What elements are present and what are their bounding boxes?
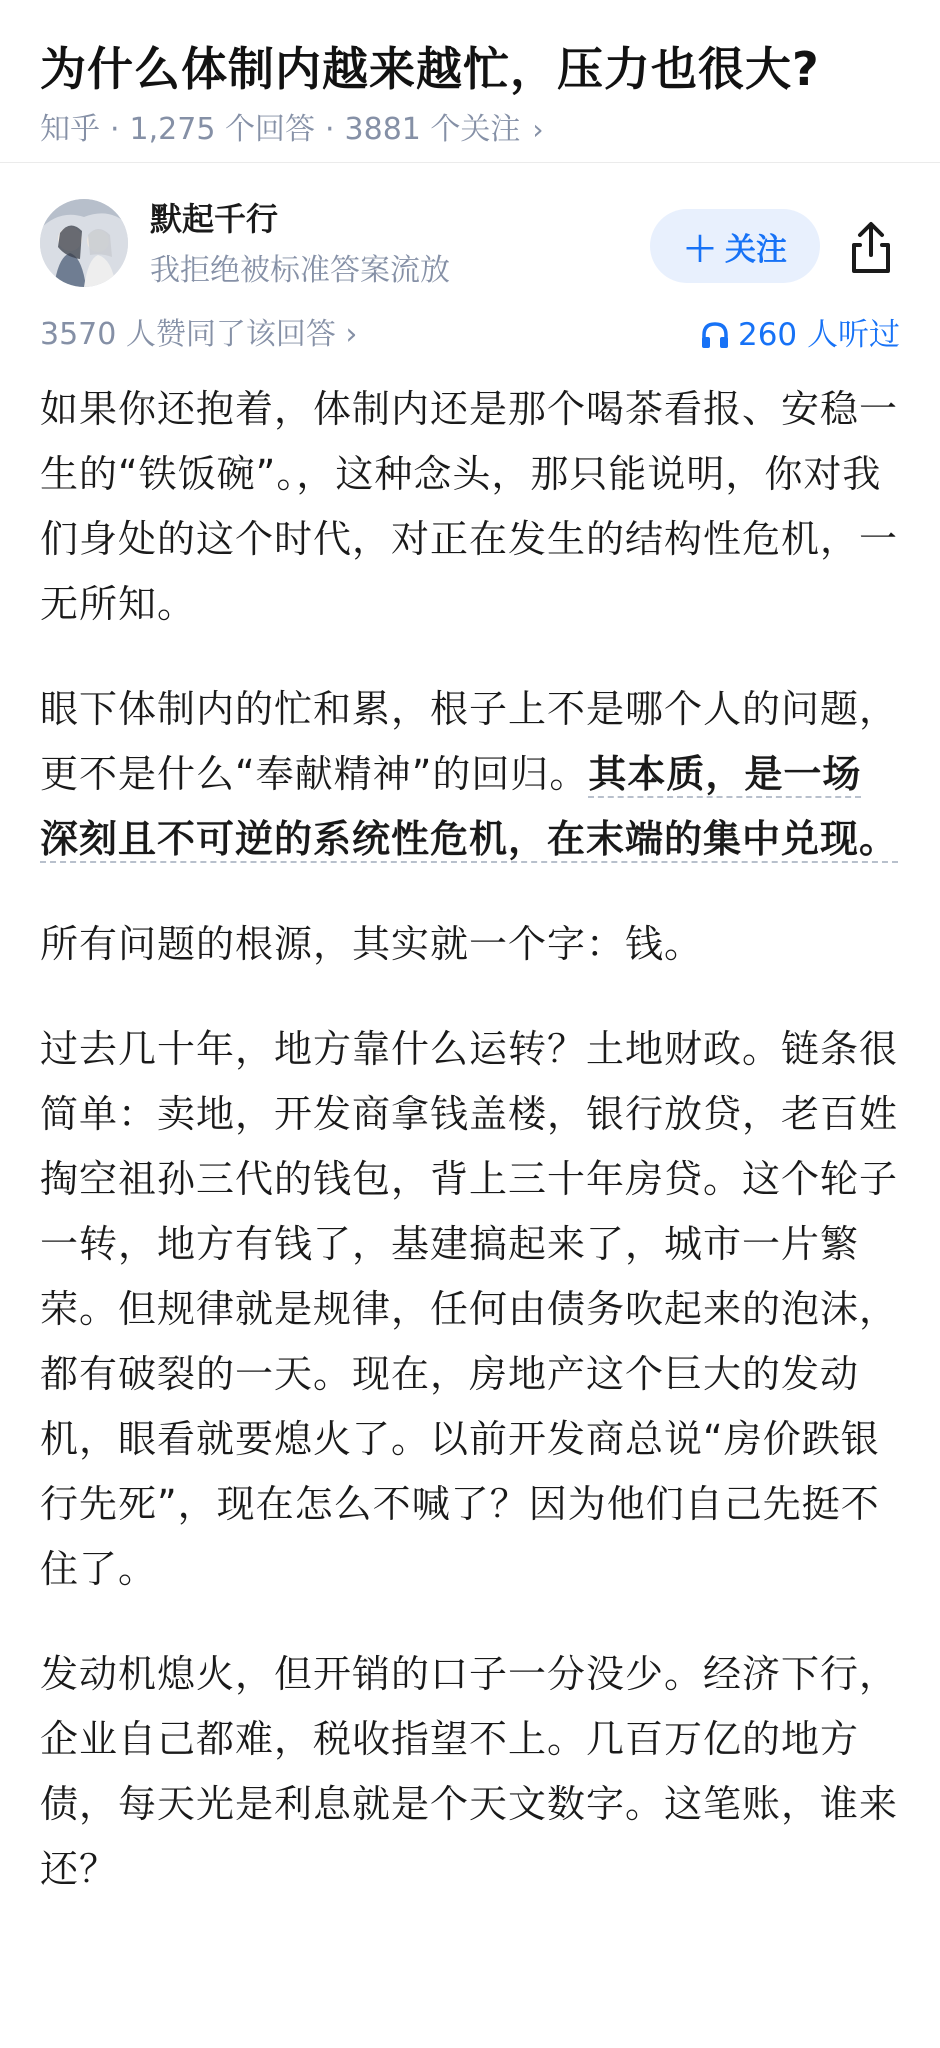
author-row	[0, 163, 940, 301]
avatar[interactable]	[40, 199, 128, 287]
chevron-right-icon: ›	[532, 113, 544, 146]
follower-count: 3881 个关注	[344, 112, 521, 147]
paragraph: 发动机熄火，但开销的口子一分没少。经济下行，企业自己都难，税收指望不上。几百万亿的地方债，每天光是利息就是个天文数字。这笔账，谁来还？	[40, 1652, 899, 1891]
plus-icon: ＋	[683, 229, 717, 270]
paragraph-text: 眼下体制内的忙和累，根子上不是哪个人的问题，更不是什么“奉献精神”的回归。	[40, 687, 899, 796]
follow-button[interactable]	[650, 209, 820, 283]
answer-content	[0, 377, 940, 1902]
author-bio: 我拒绝被标准答案流放	[150, 253, 450, 288]
question-title[interactable]: 为什么体制内越来越忙，压力也很大?	[40, 42, 820, 96]
meta-separator: ·	[324, 112, 335, 147]
meta-separator: ·	[110, 112, 120, 147]
source-label: 知乎	[40, 112, 100, 147]
paragraph: 过去几十年，地方靠什么运转？土地财政。链条很简单：卖地，开发商拿钱盖楼，银行放贷，老百姓掏空祖孙三代的钱包，背上三十年房贷。这个轮子一转，地方有钱了，基建搞起来了，城市一片繁荣。但规律就是规律，任何由债务吹起来的泡沫，都有破裂的一天。现在，房地产这个巨大的发动机，眼看就要熄火了。以前开发商总说“房价跌银行先死”，现在怎么不喊了？因为他们自己先挺不住了。	[40, 1027, 899, 1591]
author-name[interactable]: 默起千行	[150, 200, 279, 238]
paragraph: 所有问题的根源，其实就一个字：钱。	[40, 922, 704, 966]
question-header	[0, 0, 940, 162]
headphones-icon	[700, 320, 730, 350]
listen-button[interactable]	[700, 315, 900, 355]
share-icon[interactable]	[846, 219, 896, 275]
avatar-image	[40, 199, 128, 287]
paragraph	[40, 677, 900, 872]
paragraph: 如果你还抱着，体制内还是那个喝茶看报、安稳一生的“铁饭碗”。，这种念头，那只能说明，你对我们身处的这个时代，对正在发生的结构性危机，一无所知。	[40, 387, 899, 626]
listen-count: 260 人听过	[737, 317, 900, 353]
follow-button-label: 关注	[725, 231, 787, 268]
answer-count: 1,275 个回答	[129, 112, 315, 147]
stats-row	[0, 301, 940, 369]
highlighted-text: 其本质，是一场深刻且不可逆的系统性危机，在末端的集中兑现。	[40, 752, 899, 861]
upvote-count[interactable]: 3570 人赞同了该回答 ›	[40, 317, 358, 352]
question-meta[interactable]	[40, 110, 900, 150]
